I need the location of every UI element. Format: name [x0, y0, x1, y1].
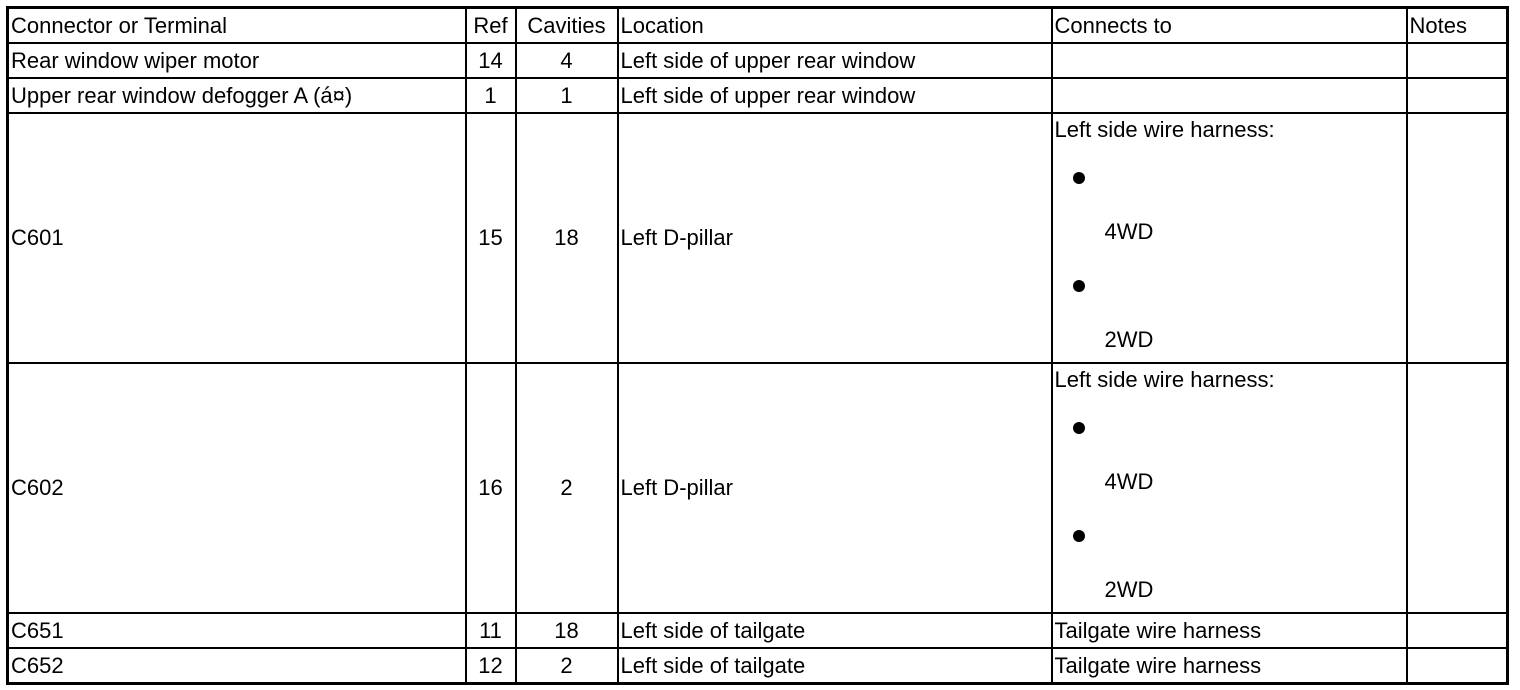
cell-notes [1407, 613, 1508, 648]
cell-ref: 14 [466, 43, 516, 78]
bullet-item: 2WD [1104, 327, 1154, 352]
cell-connector: C652 [8, 648, 466, 684]
cell-cavities: 2 [516, 648, 618, 684]
cell-location: Left side of tailgate [618, 613, 1052, 648]
cell-cavities: 4 [516, 43, 618, 78]
cell-connector: C602 [8, 363, 466, 613]
bullet-icon [1055, 274, 1404, 298]
cell-ref: 1 [466, 78, 516, 113]
table-row [8, 113, 1508, 363]
table-row [8, 648, 1508, 684]
cell-location: Left D-pillar [618, 113, 1052, 363]
table-row [8, 613, 1508, 648]
header-cavities: Cavities [516, 8, 618, 44]
cell-location: Left D-pillar [618, 363, 1052, 613]
cell-connects-to [1052, 363, 1407, 613]
bullet-icon [1055, 166, 1404, 190]
cell-connects-to [1052, 113, 1407, 363]
bullet-icon [1055, 416, 1404, 440]
table-row [8, 43, 1508, 78]
connector-table [6, 6, 1509, 685]
cell-location: Left side of upper rear window [618, 43, 1052, 78]
bullet-item: 4WD [1104, 219, 1154, 244]
table-row [8, 78, 1508, 113]
cell-ref: 12 [466, 648, 516, 684]
cell-cavities: 1 [516, 78, 618, 113]
cell-notes [1407, 648, 1508, 684]
table-row [8, 363, 1508, 613]
cell-connects-to: Tailgate wire harness [1052, 648, 1407, 684]
cell-notes [1407, 43, 1508, 78]
header-ref: Ref [466, 8, 516, 44]
cell-connector: C601 [8, 113, 466, 363]
cell-cavities: 2 [516, 363, 618, 613]
header-row [8, 8, 1508, 44]
cell-location: Left side of upper rear window [618, 78, 1052, 113]
cell-connector: Upper rear window defogger A (á¤) [8, 78, 466, 113]
cell-ref: 15 [466, 113, 516, 363]
cell-ref: 16 [466, 363, 516, 613]
cell-connects-to: Tailgate wire harness [1052, 613, 1407, 648]
cell-connector: Rear window wiper motor [8, 43, 466, 78]
cell-cavities: 18 [516, 113, 618, 363]
harness-label: Left side wire harness: [1054, 367, 1275, 392]
cell-ref: 11 [466, 613, 516, 648]
cell-connector: C651 [8, 613, 466, 648]
header-location: Location [618, 8, 1052, 44]
header-connector: Connector or Terminal [8, 8, 466, 44]
cell-cavities: 18 [516, 613, 618, 648]
cell-location: Left side of tailgate [618, 648, 1052, 684]
cell-connects-to [1052, 78, 1407, 113]
harness-label: Left side wire harness: [1054, 117, 1275, 142]
cell-notes [1407, 78, 1508, 113]
bullet-item: 2WD [1104, 577, 1154, 602]
cell-notes [1407, 113, 1508, 363]
cell-connects-to [1052, 43, 1407, 78]
header-connects-to: Connects to [1052, 8, 1407, 44]
header-notes: Notes [1407, 8, 1508, 44]
bullet-item: 4WD [1104, 469, 1154, 494]
bullet-icon [1055, 524, 1404, 548]
cell-notes [1407, 363, 1508, 613]
